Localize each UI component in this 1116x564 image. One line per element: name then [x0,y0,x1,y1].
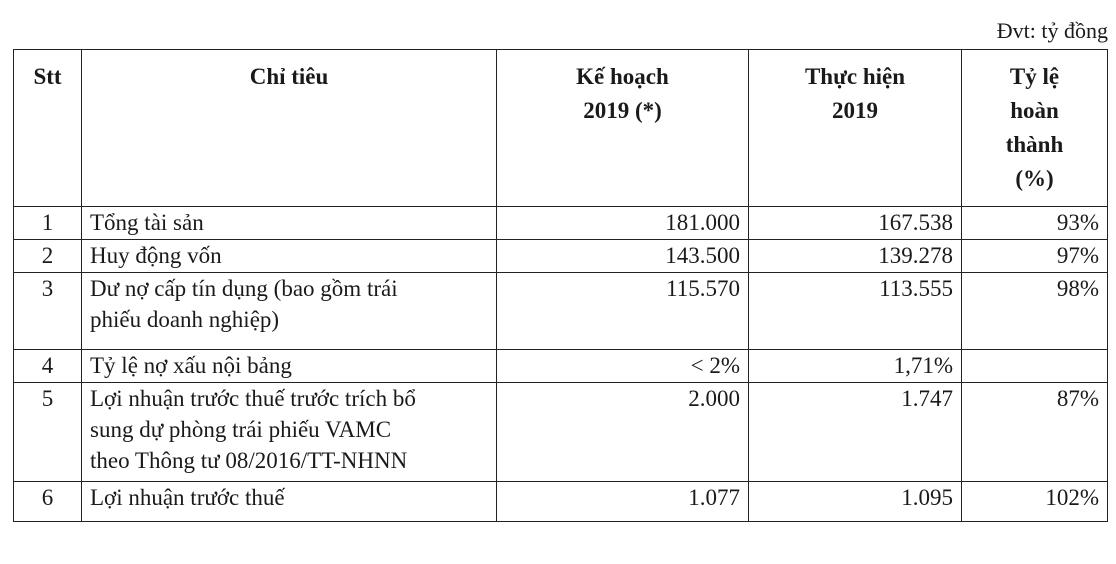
header-actual-2019: Thực hiện 2019 [749,50,962,207]
cell-actual: 113.555 [749,273,962,350]
cell-criteria: Dư nợ cấp tín dụng (bao gồm trái phiếu doanh nghiệp) [82,273,497,350]
cell-stt: 4 [14,350,82,383]
cell-completion: 93% [962,207,1108,240]
header-completion-rate: Tỷ lệ hoàn thành (%) [962,50,1108,207]
cell-criteria: Lợi nhuận trước thuế [82,482,497,522]
cell-actual: 1.095 [749,482,962,522]
cell-stt: 5 [14,383,82,482]
table-row [14,482,1108,522]
table-row [14,350,1108,383]
cell-completion: 102% [962,482,1108,522]
cell-completion: 98% [962,273,1108,350]
header-criteria: Chỉ tiêu [82,50,497,207]
cell-stt: 2 [14,240,82,273]
cell-stt: 6 [14,482,82,522]
table-row [14,273,1108,350]
header-stt: Stt [14,50,82,207]
business-results-table [13,49,1108,522]
table-header-row [14,50,1108,207]
cell-criteria: Huy động vốn [82,240,497,273]
cell-actual: 139.278 [749,240,962,273]
cell-stt: 3 [14,273,82,350]
cell-criteria: Tỷ lệ nợ xấu nội bảng [82,350,497,383]
cell-actual: 1.747 [749,383,962,482]
cell-plan: 115.570 [497,273,749,350]
cell-criteria: Lợi nhuận trước thuế trước trích bổ sung dự phòng trái phiếu VAMC theo Thông tư 08/2016/TT-NHNN [82,383,497,482]
cell-completion: 87% [962,383,1108,482]
unit-label: Đvt: tỷ đồng [996,18,1108,43]
table-row [14,240,1108,273]
table-row [14,383,1108,482]
cell-stt: 1 [14,207,82,240]
table-row [14,207,1108,240]
cell-actual: 167.538 [749,207,962,240]
cell-actual: 1,71% [749,350,962,383]
cell-criteria: Tổng tài sản [82,207,497,240]
header-plan-2019: Kế hoạch 2019 (*) [497,50,749,207]
cell-plan: 181.000 [497,207,749,240]
cell-completion: 97% [962,240,1108,273]
cell-plan: 2.000 [497,383,749,482]
cell-plan: 1.077 [497,482,749,522]
cell-plan: < 2% [497,350,749,383]
cell-completion [962,350,1108,383]
cell-plan: 143.500 [497,240,749,273]
